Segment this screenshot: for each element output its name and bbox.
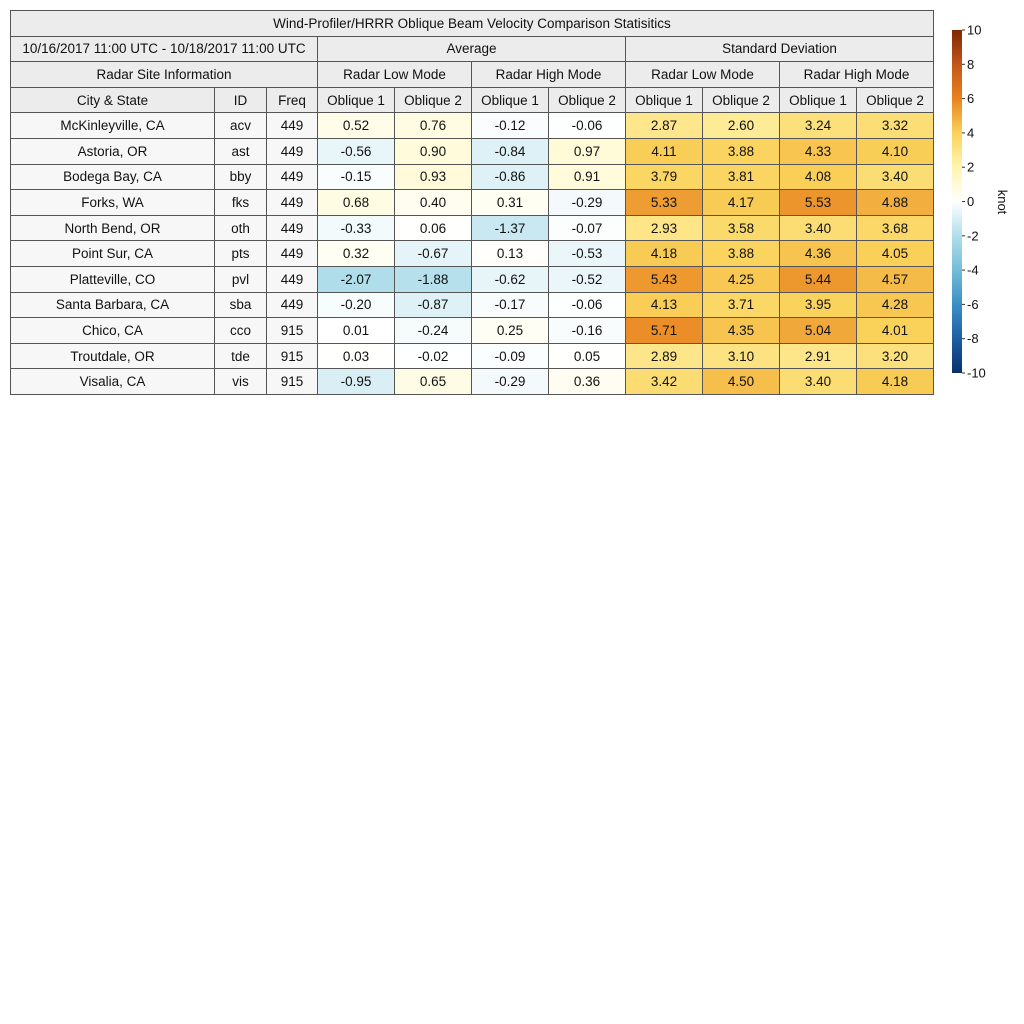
- value-cell: 3.40: [857, 164, 934, 190]
- value-cell: -0.29: [549, 190, 626, 216]
- value-cell: 4.10: [857, 138, 934, 164]
- value-cell: 2.91: [780, 343, 857, 369]
- value-cell: -1.88: [395, 266, 472, 292]
- value-cell: 0.68: [318, 190, 395, 216]
- city-cell: Platteville, CO: [11, 266, 215, 292]
- value-cell: -0.52: [549, 266, 626, 292]
- value-cell: -0.09: [472, 343, 549, 369]
- mode-header: Radar Low Mode: [626, 62, 780, 88]
- column-header: Oblique 1: [318, 87, 395, 113]
- table-row: [11, 164, 934, 190]
- column-header: Oblique 1: [472, 87, 549, 113]
- freq-cell: 449: [267, 138, 318, 164]
- colorbar-tick-label: 4: [967, 125, 975, 141]
- table-row: [11, 369, 934, 395]
- value-cell: 3.32: [857, 113, 934, 139]
- freq-cell: 915: [267, 343, 318, 369]
- column-header: Oblique 1: [780, 87, 857, 113]
- value-cell: -0.87: [395, 292, 472, 318]
- colorbar: [944, 20, 1016, 385]
- value-cell: 0.91: [549, 164, 626, 190]
- value-cell: 3.24: [780, 113, 857, 139]
- column-header: City & State: [11, 87, 215, 113]
- value-cell: 0.13: [472, 241, 549, 267]
- value-cell: 3.10: [703, 343, 780, 369]
- value-cell: 4.08: [780, 164, 857, 190]
- value-cell: 4.11: [626, 138, 703, 164]
- value-cell: 5.44: [780, 266, 857, 292]
- table-row: [11, 318, 934, 344]
- value-cell: 0.25: [472, 318, 549, 344]
- table-row: [11, 266, 934, 292]
- value-cell: 5.71: [626, 318, 703, 344]
- value-cell: -0.95: [318, 369, 395, 395]
- city-cell: Forks, WA: [11, 190, 215, 216]
- value-cell: 4.17: [703, 190, 780, 216]
- city-cell: Astoria, OR: [11, 138, 215, 164]
- value-cell: -0.53: [549, 241, 626, 267]
- colorbar-tick-label: 0: [967, 194, 975, 209]
- value-cell: -0.06: [549, 113, 626, 139]
- colorbar-tick-label: -4: [967, 262, 979, 278]
- value-cell: 0.40: [395, 190, 472, 216]
- column-header: Oblique 1: [626, 87, 703, 113]
- value-cell: 3.88: [703, 138, 780, 164]
- colorbar-tick-label: -6: [967, 296, 979, 312]
- value-cell: 3.68: [857, 215, 934, 241]
- city-cell: Santa Barbara, CA: [11, 292, 215, 318]
- value-cell: 4.13: [626, 292, 703, 318]
- city-cell: Troutdale, OR: [11, 343, 215, 369]
- value-cell: 2.60: [703, 113, 780, 139]
- value-cell: 3.42: [626, 369, 703, 395]
- mode-header: Radar High Mode: [472, 62, 626, 88]
- value-cell: -0.17: [472, 292, 549, 318]
- freq-cell: 449: [267, 266, 318, 292]
- value-cell: 3.40: [780, 369, 857, 395]
- value-cell: 5.43: [626, 266, 703, 292]
- value-cell: -0.12: [472, 113, 549, 139]
- table-row: [11, 343, 934, 369]
- value-cell: 3.20: [857, 343, 934, 369]
- site-id-cell: pts: [215, 241, 267, 267]
- site-id-cell: fks: [215, 190, 267, 216]
- value-cell: 4.05: [857, 241, 934, 267]
- value-cell: -0.29: [472, 369, 549, 395]
- value-cell: 3.40: [780, 215, 857, 241]
- value-cell: 4.01: [857, 318, 934, 344]
- date-range: 10/16/2017 11:00 UTC - 10/18/2017 11:00 UTC: [11, 36, 318, 62]
- value-cell: 4.18: [857, 369, 934, 395]
- value-cell: 2.89: [626, 343, 703, 369]
- city-cell: Visalia, CA: [11, 369, 215, 395]
- site-id-cell: bby: [215, 164, 267, 190]
- value-cell: -0.06: [549, 292, 626, 318]
- value-cell: 3.81: [703, 164, 780, 190]
- value-cell: 0.76: [395, 113, 472, 139]
- freq-cell: 449: [267, 190, 318, 216]
- value-cell: 3.88: [703, 241, 780, 267]
- table-row: [11, 215, 934, 241]
- value-cell: -0.84: [472, 138, 549, 164]
- site-id-cell: oth: [215, 215, 267, 241]
- value-cell: 4.25: [703, 266, 780, 292]
- value-cell: 5.04: [780, 318, 857, 344]
- value-cell: 3.79: [626, 164, 703, 190]
- value-cell: 4.35: [703, 318, 780, 344]
- value-cell: -1.37: [472, 215, 549, 241]
- value-cell: 4.33: [780, 138, 857, 164]
- site-id-cell: sba: [215, 292, 267, 318]
- column-header: ID: [215, 87, 267, 113]
- city-cell: North Bend, OR: [11, 215, 215, 241]
- colorbar-tick-label: -8: [967, 331, 979, 347]
- colorbar-tick-label: 8: [967, 56, 975, 72]
- mode-header: Radar Low Mode: [318, 62, 472, 88]
- value-cell: -2.07: [318, 266, 395, 292]
- table-row: [11, 190, 934, 216]
- value-cell: 4.18: [626, 241, 703, 267]
- column-header: Oblique 2: [395, 87, 472, 113]
- site-id-cell: cco: [215, 318, 267, 344]
- freq-cell: 449: [267, 215, 318, 241]
- colorbar-tick-label: 2: [967, 159, 975, 175]
- average-header: Average: [318, 36, 626, 62]
- column-header: Freq: [267, 87, 318, 113]
- city-cell: Point Sur, CA: [11, 241, 215, 267]
- value-cell: 0.32: [318, 241, 395, 267]
- colorbar-tick-label: 6: [967, 91, 975, 107]
- value-cell: 0.05: [549, 343, 626, 369]
- freq-cell: 449: [267, 241, 318, 267]
- value-cell: -0.33: [318, 215, 395, 241]
- value-cell: 0.01: [318, 318, 395, 344]
- value-cell: -0.62: [472, 266, 549, 292]
- value-cell: -0.24: [395, 318, 472, 344]
- value-cell: 4.36: [780, 241, 857, 267]
- value-cell: 0.06: [395, 215, 472, 241]
- site-id-cell: pvl: [215, 266, 267, 292]
- column-header: Oblique 2: [703, 87, 780, 113]
- value-cell: -0.86: [472, 164, 549, 190]
- table-row: [11, 241, 934, 267]
- site-id-cell: tde: [215, 343, 267, 369]
- colorbar-tick-label: -2: [967, 228, 979, 244]
- value-cell: -0.16: [549, 318, 626, 344]
- value-cell: 2.87: [626, 113, 703, 139]
- value-cell: 0.03: [318, 343, 395, 369]
- value-cell: 0.90: [395, 138, 472, 164]
- value-cell: -0.15: [318, 164, 395, 190]
- value-cell: 4.50: [703, 369, 780, 395]
- colorbar-tick-label: 10: [967, 22, 982, 38]
- value-cell: 0.31: [472, 190, 549, 216]
- table-row: [11, 113, 934, 139]
- site-info-header: Radar Site Information: [11, 62, 318, 88]
- value-cell: -0.02: [395, 343, 472, 369]
- value-cell: -0.20: [318, 292, 395, 318]
- value-cell: 0.97: [549, 138, 626, 164]
- site-id-cell: vis: [215, 369, 267, 395]
- freq-cell: 915: [267, 369, 318, 395]
- value-cell: 5.53: [780, 190, 857, 216]
- column-header: Oblique 2: [549, 87, 626, 113]
- value-cell: 0.93: [395, 164, 472, 190]
- site-id-cell: acv: [215, 113, 267, 139]
- table-row: [11, 138, 934, 164]
- value-cell: 3.71: [703, 292, 780, 318]
- value-cell: -0.56: [318, 138, 395, 164]
- colorbar-tick-label: -10: [967, 365, 986, 381]
- value-cell: 4.57: [857, 266, 934, 292]
- value-cell: 0.65: [395, 369, 472, 395]
- freq-cell: 449: [267, 164, 318, 190]
- value-cell: -0.67: [395, 241, 472, 267]
- city-cell: Bodega Bay, CA: [11, 164, 215, 190]
- value-cell: 3.95: [780, 292, 857, 318]
- value-cell: 0.36: [549, 369, 626, 395]
- comparison-table: [10, 10, 934, 395]
- city-cell: Chico, CA: [11, 318, 215, 344]
- table-row: [11, 292, 934, 318]
- stddev-header: Standard Deviation: [626, 36, 934, 62]
- value-cell: 5.33: [626, 190, 703, 216]
- table-title: Wind-Profiler/HRRR Oblique Beam Velocity Comparison Statisitics: [11, 11, 934, 37]
- freq-cell: 449: [267, 113, 318, 139]
- colorbar-label: knot: [995, 189, 1010, 215]
- colorbar-gradient: [952, 30, 962, 373]
- value-cell: 0.52: [318, 113, 395, 139]
- city-cell: McKinleyville, CA: [11, 113, 215, 139]
- mode-header: Radar High Mode: [780, 62, 934, 88]
- column-header: Oblique 2: [857, 87, 934, 113]
- freq-cell: 915: [267, 318, 318, 344]
- value-cell: 3.58: [703, 215, 780, 241]
- value-cell: 4.88: [857, 190, 934, 216]
- value-cell: 2.93: [626, 215, 703, 241]
- site-id-cell: ast: [215, 138, 267, 164]
- freq-cell: 449: [267, 292, 318, 318]
- value-cell: 4.28: [857, 292, 934, 318]
- value-cell: -0.07: [549, 215, 626, 241]
